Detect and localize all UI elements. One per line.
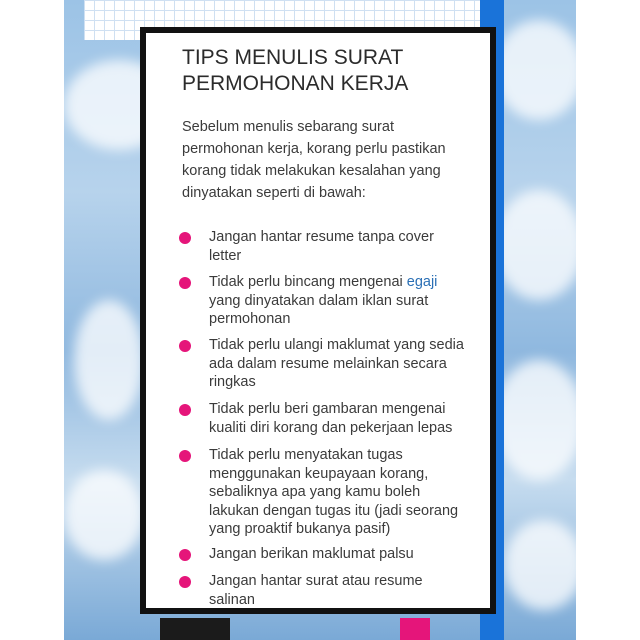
bullet-dot-icon [179,404,191,416]
list-item-text: Jangan hantar resume tanpa cover letter [209,229,434,264]
egaji-link[interactable]: egaji [406,274,438,290]
list-item-text: Jangan hantar surat atau resume salinan [209,573,423,608]
intro-text: Sebelum menulis sebarang surat permohonan kerja, korang perlu pastikan korang tidak melakukan kesalahan yang dinyatakan seperti di bawah: [182,119,446,201]
cloud [64,470,144,560]
list-item-text: Jangan berikan maklumat palsu [209,546,414,562]
list-item-text-part: Tidak perlu bincang mengenai [209,274,407,290]
cloud [494,190,576,300]
bullet-dot-icon [179,576,191,588]
card-title: TIPS MENULIS SURAT PERMOHONAN KERJA [182,46,409,95]
bullet-dot-icon [179,450,191,462]
list-item-text [209,273,479,329]
list-item-text: Tidak perlu menyatakan tugas menggunakan keupayaan korang, sebaliknya apa yang kamu boleh lakukan dengan tugas itu (jadi seorang yang proaktif bukanya pasif) [209,447,459,537]
list-item-text-part: yang dinyatakan dalam iklan surat permohonan [209,292,429,327]
list-item-text: Tidak perlu beri gambaran mengenai kualiti diri korang dan pekerjaan lepas [209,401,453,436]
bullet-dot-icon [179,340,191,352]
tips-card [140,27,496,614]
bullet-dot-icon [179,232,191,244]
bullet-dot-icon [179,277,191,289]
cloud [504,520,576,610]
cloud [74,300,144,420]
list-item-text: Tidak perlu ulangi maklumat yang sedia ada dalam resume melainkan secara ringkas [209,337,464,390]
bottom-decoration-dark [160,618,230,640]
cloud [494,20,576,120]
cloud [494,360,576,480]
bottom-decoration-pink [400,618,430,640]
bullet-dot-icon [179,549,191,561]
